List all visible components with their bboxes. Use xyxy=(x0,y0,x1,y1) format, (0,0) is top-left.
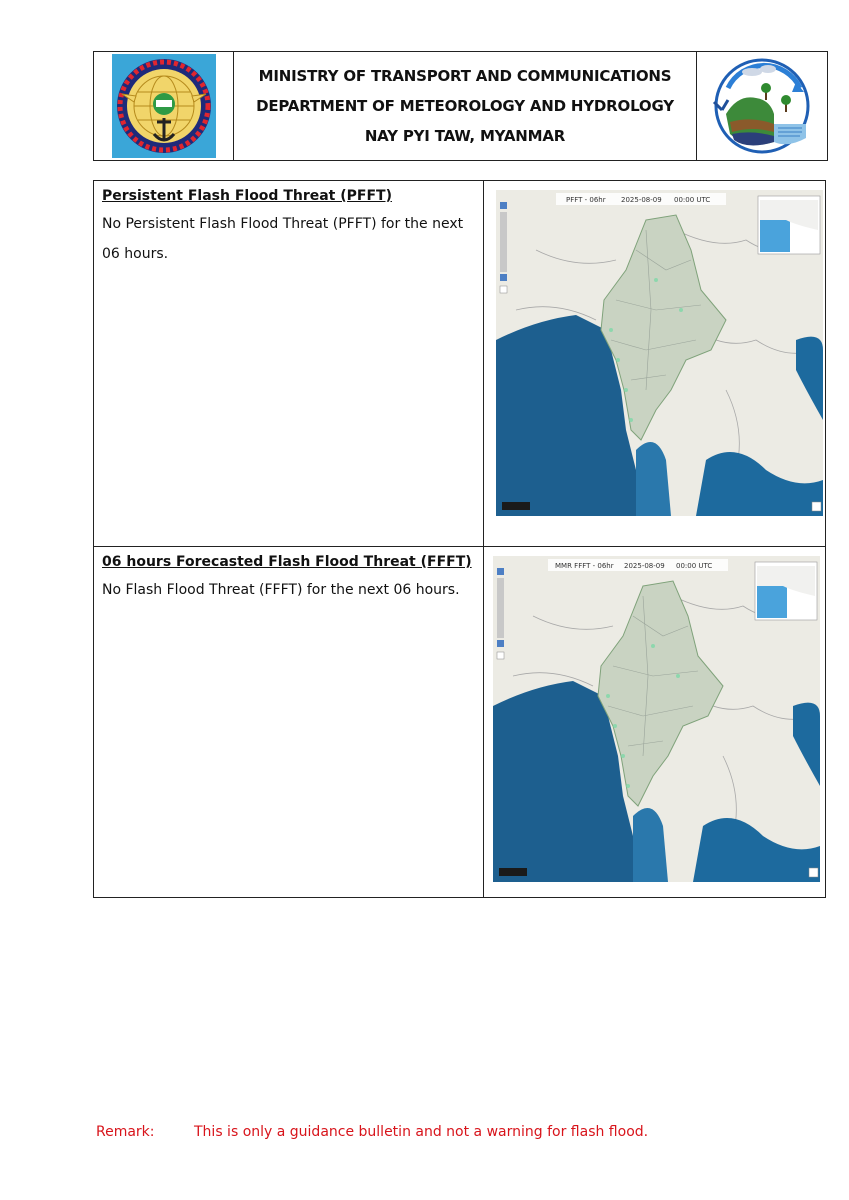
pfft-row xyxy=(94,181,825,547)
pfft-map xyxy=(496,190,823,516)
ffft-map xyxy=(493,556,820,882)
ffft-map-date: 2025-08-09 xyxy=(624,562,665,570)
pfft-map-cell xyxy=(484,181,825,546)
pfft-body: No Persistent Flash Flood Threat (PFFT) for the next 06 hours. xyxy=(102,216,464,262)
ffft-text-cell xyxy=(94,547,484,897)
header-right-logo-cell xyxy=(696,52,827,160)
ffft-row xyxy=(94,547,825,897)
ministry-emblem-icon xyxy=(112,54,216,158)
ministry-title: MINISTRY OF TRANSPORT AND COMMUNICATIONS xyxy=(258,67,672,85)
pfft-text-cell xyxy=(94,181,484,546)
pfft-title: Persistent Flash Flood Threat (PFFT) xyxy=(102,188,392,204)
location-title: NAY PYI TAW, MYANMAR xyxy=(364,127,566,145)
ffft-map-time: 00:00 UTC xyxy=(676,562,713,570)
ffft-body: No Flash Flood Threat (FFFT) for the next 06 hours. xyxy=(102,582,460,598)
remark-text: This is only a guidance bulletin and not a warning for flash flood. xyxy=(194,1124,649,1140)
remark-label: Remark: xyxy=(96,1124,155,1140)
pfft-map-label: PFFT - 06hr xyxy=(566,196,606,204)
header-title-block xyxy=(234,52,696,160)
department-title: DEPARTMENT OF METEOROLOGY AND HYDROLOGY xyxy=(256,97,674,115)
ffft-title: 06 hours Forecasted Flash Flood Threat (FFFT) xyxy=(102,554,472,570)
header-left-logo-cell xyxy=(94,52,234,160)
ffft-map-label: MMR FFFT - 06hr xyxy=(555,562,614,570)
bulletin-table xyxy=(93,180,826,898)
hydrology-cycle-logo-icon xyxy=(708,54,816,158)
remark xyxy=(96,1124,648,1140)
document-header xyxy=(93,51,828,161)
ffft-map-cell xyxy=(484,547,825,897)
pfft-map-date: 2025-08-09 xyxy=(621,196,662,204)
pfft-map-time: 00:00 UTC xyxy=(674,196,711,204)
